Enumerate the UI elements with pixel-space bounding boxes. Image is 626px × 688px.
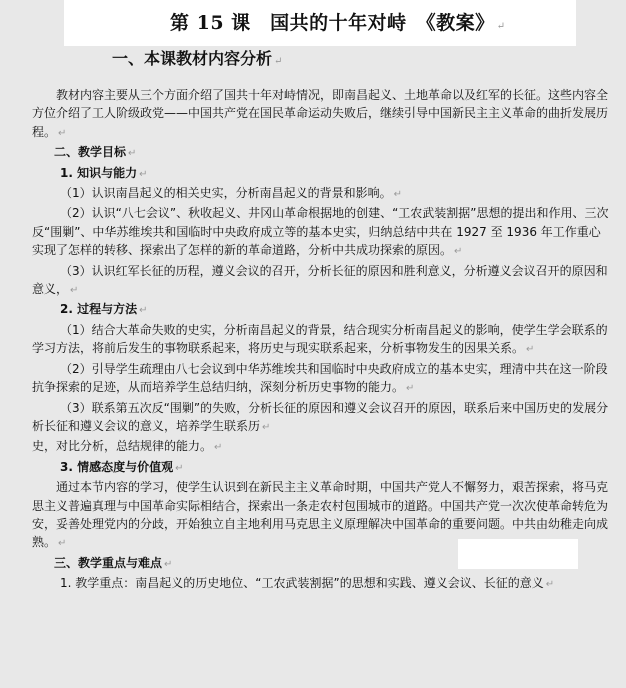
section-heading-2: 二、教学目标 ↵ [54, 145, 137, 160]
goal3-heading: 3. 情感态度与价值观 ↵ [60, 459, 184, 474]
goal1-item-3: （3）认识红军长征的历程，遵义会议的召开，分析长征的原因和胜利意义，分析遵义会议召开的原因和意义， ↵ [32, 263, 608, 297]
white-overlay-box [458, 539, 578, 569]
goal3-paragraph: 通过本节内容的学习，使学生认识到在新民主主义革命时期，中国共产党人不懈努力，艰苦探索，将马克思主义普遍真理与中国革命实际相结合，探索出一条走农村包围城市的道路。中国共产党一次次使革命转危为安，妥善处理党内的分歧，开始独立自主地利用马克思主义原理解决中国革命的重要问题。中共由幼稚走向成熟。 ↵ [32, 480, 609, 550]
key-point-1: 1. 教学重点：南昌起义的历史地位、“工农武装割据”的思想和实践、遵义会议、长征的意义 ↵ [60, 576, 555, 591]
goal1-heading: 1. 知识与能力 ↵ [60, 165, 148, 180]
goal2-item-1: （1）结合大革命失败的史实，分析南昌起义的背景，结合现实分析南昌起义的影响，使学生学会联系的学习方法，将前后发生的事物联系起来，将历史与现实联系起来，分析事物发生的因果关系。 ↵ [32, 322, 608, 356]
goal1-item-2: （2）认识“八七会议”、秋收起义、井冈山革命根据地的创建、“工农武装割据”思想的提出和作用、三次反“围剿”、中华苏维埃共和国临时中央政府成立等的基本史实，归纳总结中共在 1927 至 1936 年工作重心实现了怎样的转移、探索出了怎样的新的革命道路，分析中共成功探索的原因。 ↵ [32, 206, 609, 258]
goal2-item-2: （2）引导学生疏理由八七会议到中华苏维埃共和国临时中央政府成立的基本史实，理清中共在这一阶段抗争探索的足迹，从而培养学生总结归纳，深刻分析历史事物的能力。 ↵ [32, 361, 608, 395]
section-heading-1: 一、本课教材内容分析 ↵ [112, 49, 283, 68]
goal1-item-1: （1）认识南昌起义的相关史实，分析南昌起义的背景和影响。 ↵ [60, 186, 403, 201]
intro-paragraph: 教材内容主要从三个方面介绍了国共十年对峙情况，即南昌起义、土地革命以及红军的长征。这些内容全方位介绍了工人阶级政党——中国共产党在国民革命运动失败后，继续引导中国新民主主义革命的曲折发展历程。 ↵ [32, 88, 609, 139]
goal2-heading: 2. 过程与方法 ↵ [60, 302, 148, 317]
section-heading-3: 三、教学重点与难点 ↵ [54, 555, 173, 570]
document-body [32, 86, 610, 595]
page-title: 第 15 课 国共的十年对峙 《教案》 ↵ [170, 12, 506, 34]
goal2-item-3-continuation: 史，对比分析，总结规律的能力。 ↵ [32, 439, 223, 454]
goal2-item-3: （3）联系第五次反“围剿”的失败，分析长征的原因和遵义会议召开的原因，联系后来中国历史的发展分析长征和遵义会议的意义，培养学生联系历 ↵ [32, 400, 609, 433]
